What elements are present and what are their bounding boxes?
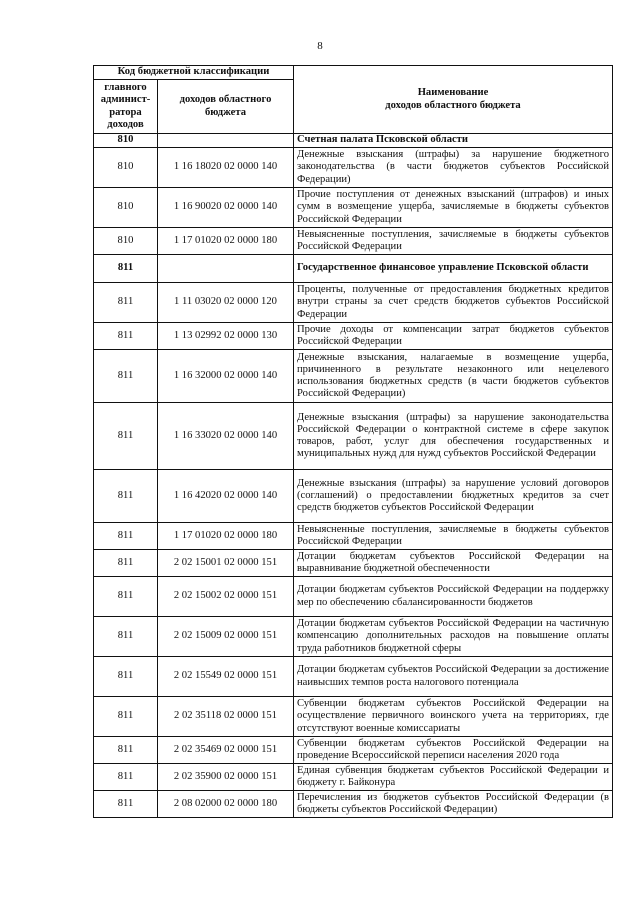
table-row: [94, 764, 613, 791]
header-revenue-name-line2: доходов областного бюджета: [385, 99, 521, 111]
table-row: [94, 470, 613, 523]
admin-code-cell: 811: [94, 470, 158, 523]
admin-code-cell: 811: [94, 283, 158, 323]
revenue-code-cell: 1 17 01020 02 0000 180: [158, 228, 294, 255]
revenue-name-cell: Дотации бюджетам субъектов Российской Федерации на поддержку мер по обеспечению сбалансированности бюджетов: [294, 577, 613, 617]
revenue-name-cell: Денежные взыскания (штрафы) за нарушение условий договоров (соглашений) о предоставлении бюджетных кредитов за счет средств бюджетов субъектов Российской Федерации: [294, 470, 613, 523]
revenue-name-cell: Проценты, полученные от предоставления бюджетных кредитов внутри страны за счет средств бюджетов субъектов Российской Федерации: [294, 283, 613, 323]
revenue-name-cell: Денежные взыскания (штрафы) за нарушение бюджетного законодательства (в части бюджетов субъектов Российской Федерации): [294, 148, 613, 188]
table-row: [94, 523, 613, 550]
table-row: [94, 350, 613, 403]
admin-code-cell: 811: [94, 403, 158, 470]
revenue-name-cell: Государственное финансовое управление Псковской области: [294, 255, 613, 283]
admin-code-cell: 811: [94, 791, 158, 818]
revenue-code-cell: 2 02 15001 02 0000 151: [158, 550, 294, 577]
header-chief-administrator: главного админист-ратора доходов: [94, 80, 158, 134]
table-row: [94, 617, 613, 657]
table-row: [94, 577, 613, 617]
revenue-code-cell: 1 17 01020 02 0000 180: [158, 523, 294, 550]
table-row: [94, 737, 613, 764]
revenue-code-cell: 1 16 90020 02 0000 140: [158, 188, 294, 228]
revenue-name-cell: Невыясненные поступления, зачисляемые в бюджеты субъектов Российской Федерации: [294, 228, 613, 255]
revenue-name-cell: Денежные взыскания (штрафы) за нарушение законодательства Российской Федерации о контрактной системе в сфере закупок товаров, работ, услуг для обеспечения государственных и муниципальных нужд для нужд субъектов Российской Федерации: [294, 403, 613, 470]
revenue-code-cell: 2 02 35118 02 0000 151: [158, 697, 294, 737]
revenue-code-cell: [158, 255, 294, 283]
admin-code-cell: 811: [94, 737, 158, 764]
table-group-row: [94, 134, 613, 148]
revenue-name-cell: Субвенции бюджетам субъектов Российской Федерации на проведение Всероссийской переписи населения 2020 года: [294, 737, 613, 764]
admin-code-cell: 811: [94, 350, 158, 403]
admin-code-cell: 811: [94, 617, 158, 657]
revenue-code-cell: 2 02 15549 02 0000 151: [158, 657, 294, 697]
admin-code-cell: 810: [94, 228, 158, 255]
table-row: [94, 283, 613, 323]
revenue-name-cell: Невыясненные поступления, зачисляемые в бюджеты субъектов Российской Федерации: [294, 523, 613, 550]
revenue-code-cell: 2 02 35469 02 0000 151: [158, 737, 294, 764]
revenue-name-cell: Дотации бюджетам субъектов Российской Федерации на частичную компенсацию дополнительных расходов на повышение оплаты труда работников бюджетной сферы: [294, 617, 613, 657]
revenue-code-cell: 2 08 02000 02 0000 180: [158, 791, 294, 818]
admin-code-cell: 810: [94, 148, 158, 188]
header-regional-revenue-code: доходов областного бюджета: [158, 80, 294, 134]
admin-code-cell: 811: [94, 523, 158, 550]
revenue-code-cell: 1 13 02992 02 0000 130: [158, 323, 294, 350]
page-number: 8: [317, 40, 323, 52]
revenue-code-cell: 2 02 35900 02 0000 151: [158, 764, 294, 791]
revenue-name-cell: Дотации бюджетам субъектов Российской Федерации на выравнивание бюджетной обеспеченности: [294, 550, 613, 577]
revenue-code-cell: 1 11 03020 02 0000 120: [158, 283, 294, 323]
table-row: [94, 550, 613, 577]
table-body: [94, 134, 613, 818]
admin-code-cell: 811: [94, 577, 158, 617]
table-row: [94, 403, 613, 470]
revenue-name-cell: Денежные взыскания, налагаемые в возмещение ущерба, причиненного в результате незаконного или нецелевого использования бюджетных средств (в части бюджетов субъектов Российской Федерации): [294, 350, 613, 403]
revenue-name-cell: Субвенции бюджетам субъектов Российской Федерации на осуществление первичного воинского учета на территориях, где отсутствуют военные комиссариаты: [294, 697, 613, 737]
admin-code-cell: 810: [94, 134, 158, 148]
revenue-name-cell: Прочие доходы от компенсации затрат бюджетов субъектов Российской Федерации: [294, 323, 613, 350]
admin-code-cell: 810: [94, 188, 158, 228]
revenue-code-cell: 1 16 18020 02 0000 140: [158, 148, 294, 188]
table-row: [94, 188, 613, 228]
table-group-row: [94, 255, 613, 283]
table-row: [94, 148, 613, 188]
revenue-name-cell: Прочие поступления от денежных взысканий (штрафов) и иных сумм в возмещение ущерба, зачисляемые в бюджеты субъектов Российской Федерации: [294, 188, 613, 228]
revenue-classification-table: [93, 65, 613, 818]
revenue-code-cell: 1 16 33020 02 0000 140: [158, 403, 294, 470]
admin-code-cell: 811: [94, 657, 158, 697]
revenue-code-cell: 2 02 15009 02 0000 151: [158, 617, 294, 657]
revenue-name-cell: Единая субвенция бюджетам субъектов Российской Федерации и бюджету г. Байконура: [294, 764, 613, 791]
admin-code-cell: 811: [94, 697, 158, 737]
revenue-name-cell: Дотации бюджетам субъектов Российской Федерации за достижение наивысших темпов роста налогового потенциала: [294, 657, 613, 697]
header-budget-classification-code: Код бюджетной классификации: [94, 66, 294, 80]
revenue-name-cell: Перечисления из бюджетов субъектов Российской Федерации (в бюджеты субъектов Российской Федерации): [294, 791, 613, 818]
admin-code-cell: 811: [94, 764, 158, 791]
admin-code-cell: 811: [94, 323, 158, 350]
revenue-name-cell: Счетная палата Псковской области: [294, 134, 613, 148]
revenue-code-cell: [158, 134, 294, 148]
revenue-code-cell: 2 02 15002 02 0000 151: [158, 577, 294, 617]
table-row: [94, 791, 613, 818]
header-revenue-name: [294, 66, 613, 134]
table-row: [94, 323, 613, 350]
table-row: [94, 228, 613, 255]
admin-code-cell: 811: [94, 255, 158, 283]
revenue-code-cell: 1 16 42020 02 0000 140: [158, 470, 294, 523]
table-row: [94, 657, 613, 697]
admin-code-cell: 811: [94, 550, 158, 577]
header-revenue-name-line1: Наименование: [417, 87, 489, 99]
revenue-code-cell: 1 16 32000 02 0000 140: [158, 350, 294, 403]
table-row: [94, 697, 613, 737]
